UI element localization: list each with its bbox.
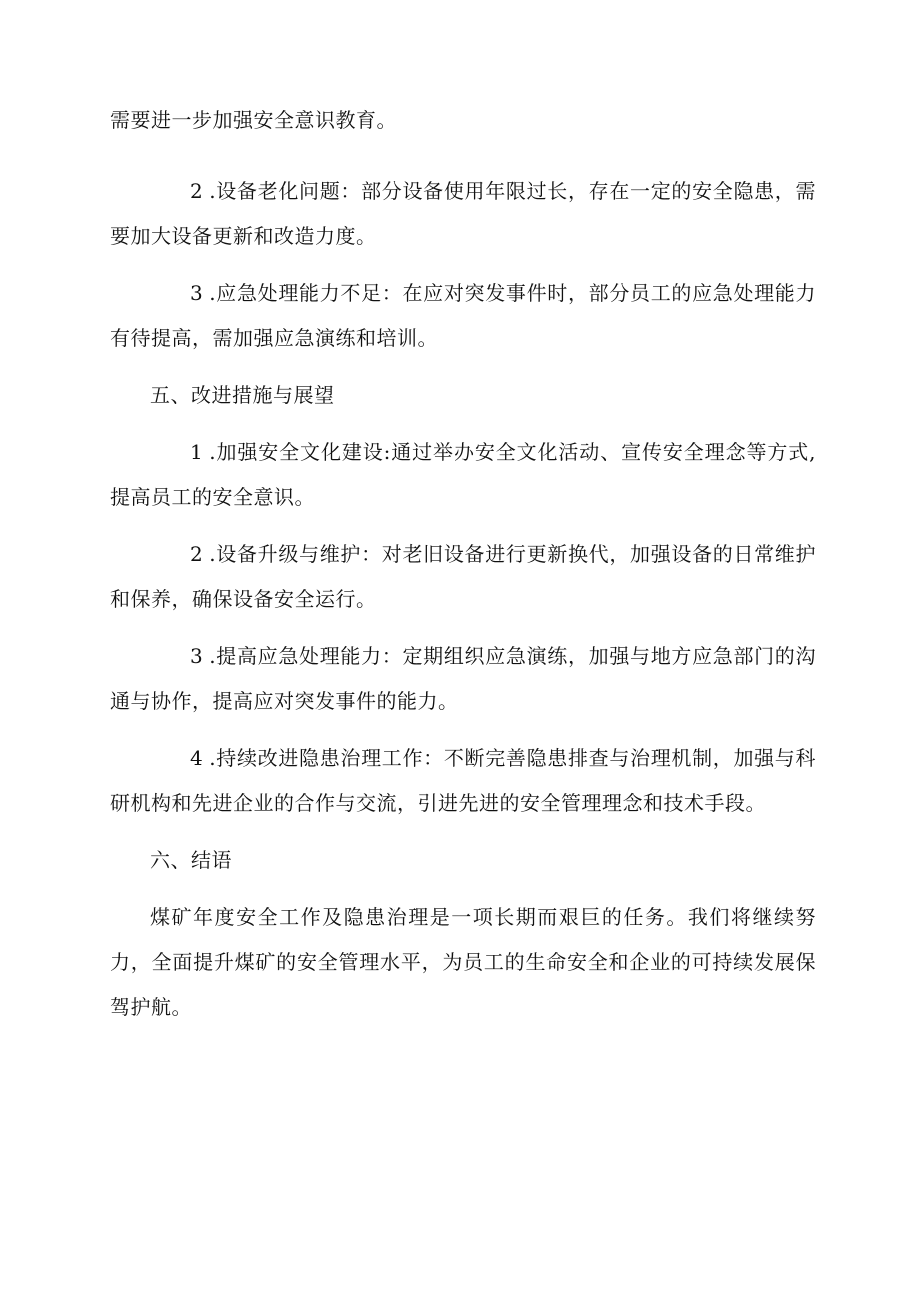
- improvement-item-number: 2: [190, 542, 204, 566]
- conclusion-paragraph: 煤矿年度安全工作及隐患治理是一项长期而艰巨的任务。我们将继续努力，全面提升煤矿的安全管理水平，为员工的生命安全和企业的可持续发展保驾护航。: [110, 905, 816, 1019]
- issue-item-number: 3: [190, 281, 204, 305]
- section-heading-improvement: 五、改进措施与展望: [150, 383, 335, 407]
- improvement-item-4: [110, 736, 816, 826]
- issue-item-3: [110, 271, 816, 361]
- improvement-item-number: 4: [190, 746, 204, 770]
- issue-item-number: 2: [190, 179, 204, 203]
- improvement-item-text: .持续改进隐患治理工作：不断完善隐患排查与治理机制，加强与科研机构和先进企业的合作与交流，引进先进的安全管理理念和技术手段。: [110, 746, 816, 815]
- continuation-paragraph: 需要进一步加强安全意识教育。: [110, 108, 397, 132]
- improvement-item-3: [110, 634, 816, 724]
- improvement-item-text: .设备升级与维护：对老旧设备进行更新换代，加强设备的日常维护和保养，确保设备安全运行。: [110, 542, 816, 611]
- issue-item-2: [110, 169, 816, 259]
- issue-item-text: .设备老化问题：部分设备使用年限过长，存在一定的安全隐患，需要加大设备更新和改造力度。: [110, 179, 816, 248]
- improvement-item-2: [110, 532, 816, 622]
- issue-item-text: .应急处理能力不足：在应对突发事件时，部分员工的应急处理能力有待提高，需加强应急演练和培训。: [110, 281, 816, 350]
- improvement-item-number: 1: [190, 440, 204, 464]
- document-body: [110, 98, 816, 1042]
- improvement-item-1: [110, 430, 816, 520]
- section-heading-conclusion: 六、结语: [150, 848, 232, 872]
- improvement-item-number: 3: [190, 644, 204, 668]
- improvement-item-text: .提高应急处理能力：定期组织应急演练，加强与地方应急部门的沟通与协作，提高应对突发事件的能力。: [110, 644, 816, 713]
- improvement-item-text: .加强安全文化建设:通过举办安全文化活动、宣传安全理念等方式,提高员工的安全意识。: [110, 440, 816, 509]
